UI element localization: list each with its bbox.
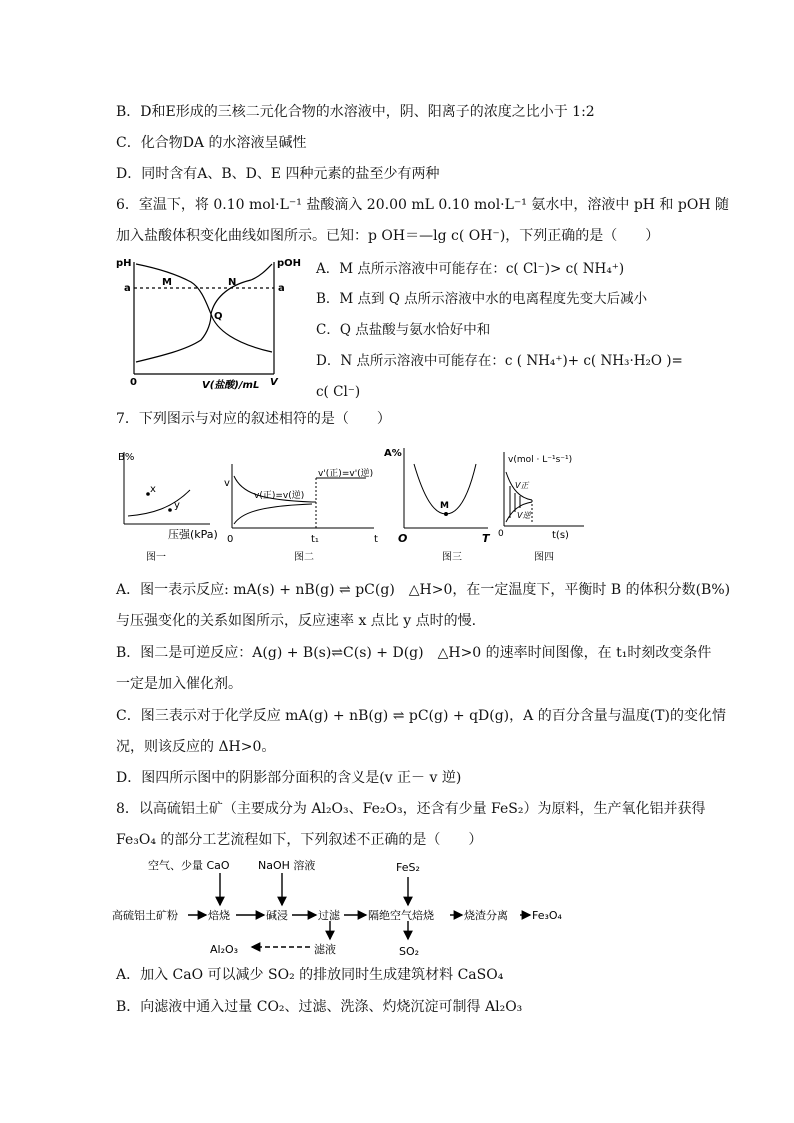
- q7-option-b-2: 一定是加入催化剂。: [116, 676, 242, 692]
- fig2-caption: 图二: [294, 552, 314, 563]
- flow-alkali: 碱浸: [266, 909, 288, 922]
- fig2-equal-rate: v(正)=v(逆): [254, 491, 305, 501]
- option-b-line: B．D和E形成的三核二元化合物的水溶液中，阴、阳离子的浓度之比小于 1:2: [116, 104, 595, 120]
- q7-option-c-1: C．图三表示对于化学反应 mA(g) + nB(g) ⇌ pC(g) + qD(g)，A 的百分含量与温度(T)的变化情: [116, 708, 726, 724]
- point-m: M: [162, 277, 172, 288]
- q6-option-d-cont: c( Cl⁻): [316, 384, 361, 400]
- fig3-caption: 图三: [442, 552, 462, 563]
- fig4-origin: 0: [498, 529, 504, 539]
- option-d-line: D．同时含有A、B、D、E 四种元素的盐至少有两种: [116, 166, 440, 182]
- a-left-label: a: [124, 283, 131, 294]
- fig2-origin: 0: [227, 534, 234, 545]
- q6-ph-poh-figure: [116, 252, 312, 392]
- flow-al2o3: Al₂O₃: [210, 943, 239, 956]
- q7-option-b-1: B．图二是可逆反应：A(g) + B(s)⇌C(s) + D(g) △H>0 的速率时间图像，在 t₁时刻改变条件: [116, 645, 712, 661]
- q6-option-c: C．Q 点盐酸与氨水恰好中和: [316, 322, 491, 338]
- flow-naoh: NaOH 溶液: [258, 859, 316, 872]
- fig2-new-equal-rate: v'(正)=v'(逆): [318, 469, 374, 479]
- figure-1: [124, 452, 210, 524]
- q7-option-c-2: 况，则该反应的 ΔH>0。: [116, 739, 276, 755]
- flow-product: Fe₃O₄: [532, 909, 562, 922]
- origin-label: 0: [130, 377, 137, 388]
- flow-so2: SO₂: [399, 945, 420, 958]
- fig4-v-reverse: V逆: [517, 511, 531, 520]
- question-7-stem: 7．下列图示与对应的叙述相符的是（ ）: [116, 411, 391, 427]
- option-c-line: C．化合物DA 的水溶液呈碱性: [116, 135, 307, 151]
- v-label: V: [270, 377, 278, 388]
- fig4-caption: 图四: [534, 552, 554, 563]
- fig4-y-label: v(mol · L⁻¹s⁻¹): [508, 455, 573, 465]
- flow-fes2: FeS₂: [396, 861, 420, 874]
- process-flow-diagram: [112, 855, 572, 959]
- fig1-y-label: B%: [118, 452, 135, 463]
- a-right-label: a: [278, 283, 285, 294]
- fig1-x-label: 压强(kPa): [168, 528, 218, 541]
- question-8-stem-cont: Fe₃O₄ 的部分工艺流程如下，下列叙述不正确的是（ ）: [116, 832, 483, 848]
- q7-option-a-2: 与压强变化的关系如图所示，反应速率 x 点比 y 点时的慢.: [116, 613, 477, 629]
- fig1-x-point: x: [150, 484, 156, 495]
- fig2-t: t: [374, 534, 378, 545]
- flow-roast: 焙烧: [208, 909, 230, 922]
- question-8-stem: 8．以高硫铝土矿（主要成分为 Al₂O₃、Fe₂O₃，还含有少量 FeS₂）为原料，生产氧化铝并获得: [116, 801, 706, 817]
- flow-air-cao: 空气、少量 CaO: [148, 859, 230, 872]
- question-6-stem-cont: 加入盐酸体积变化曲线如图所示。已知：p OH＝—lg c( OH⁻)，下列正确的是（ ）: [116, 228, 660, 244]
- q6-option-a: A．M 点所示溶液中可能存在：c( Cl⁻)> c( NH₄⁺): [316, 261, 625, 277]
- q7-figures: [112, 438, 592, 566]
- question-6-stem: 6．室温下，将 0.10 mol·L⁻¹ 盐酸滴入 20.00 mL 0.10 mol·L⁻¹ 氨水中，溶液中 pH 和 pOH 随: [116, 197, 729, 213]
- fig3-origin: O: [398, 532, 408, 545]
- q6-option-b: B．M 点到 Q 点所示溶液中水的电离程度先变大后减小: [316, 291, 648, 307]
- fig1-y-point: y: [174, 500, 180, 511]
- fig1-caption: 图一: [146, 552, 166, 563]
- q7-option-a-1: A．图一表示反应: mA(s) + nB(g) ⇌ pC(g) △H>0，在一定温度下，平衡时 B 的体积分数(B%): [116, 582, 731, 598]
- fig3-y-label: A%: [384, 448, 402, 459]
- flow-start: 高硫铝土矿粉: [112, 909, 178, 922]
- fig3-t: T: [482, 532, 490, 545]
- flow-separation: 烧渣分离: [464, 909, 508, 922]
- x-axis-label: V(盐酸)/mL: [202, 380, 260, 391]
- q8-option-a: A．加入 CaO 可以减少 SO₂ 的排放同时生成建筑材料 CaSO₄: [116, 967, 504, 983]
- fig2-t1: t₁: [311, 534, 319, 545]
- q8-option-b: B．向滤液中通入过量 CO₂、过滤、洗涤、灼烧沉淀可制得 Al₂O₃: [116, 999, 523, 1015]
- ph-label: pH: [116, 258, 132, 269]
- point-q: Q: [214, 311, 223, 322]
- flow-isolated-roast: 隔绝空气焙烧: [368, 909, 434, 922]
- q7-option-d: D．图四所示图中的阴影部分面积的含义是(v 正－ v 逆): [116, 770, 462, 786]
- point-n: N: [228, 277, 237, 288]
- flow-filtrate: 滤液: [314, 943, 336, 956]
- flow-filter: 过滤: [318, 909, 340, 922]
- fig4-x-label: t(s): [552, 530, 569, 541]
- q6-option-d: D．N 点所示溶液中可能存在：c ( NH₄⁺)+ c( NH₃·H₂O )=: [316, 353, 683, 369]
- fig2-v-label: v: [224, 478, 230, 489]
- poh-label: pOH: [277, 258, 302, 269]
- fig3-m: M: [440, 501, 449, 511]
- fig4-v-forward: V正: [515, 481, 529, 490]
